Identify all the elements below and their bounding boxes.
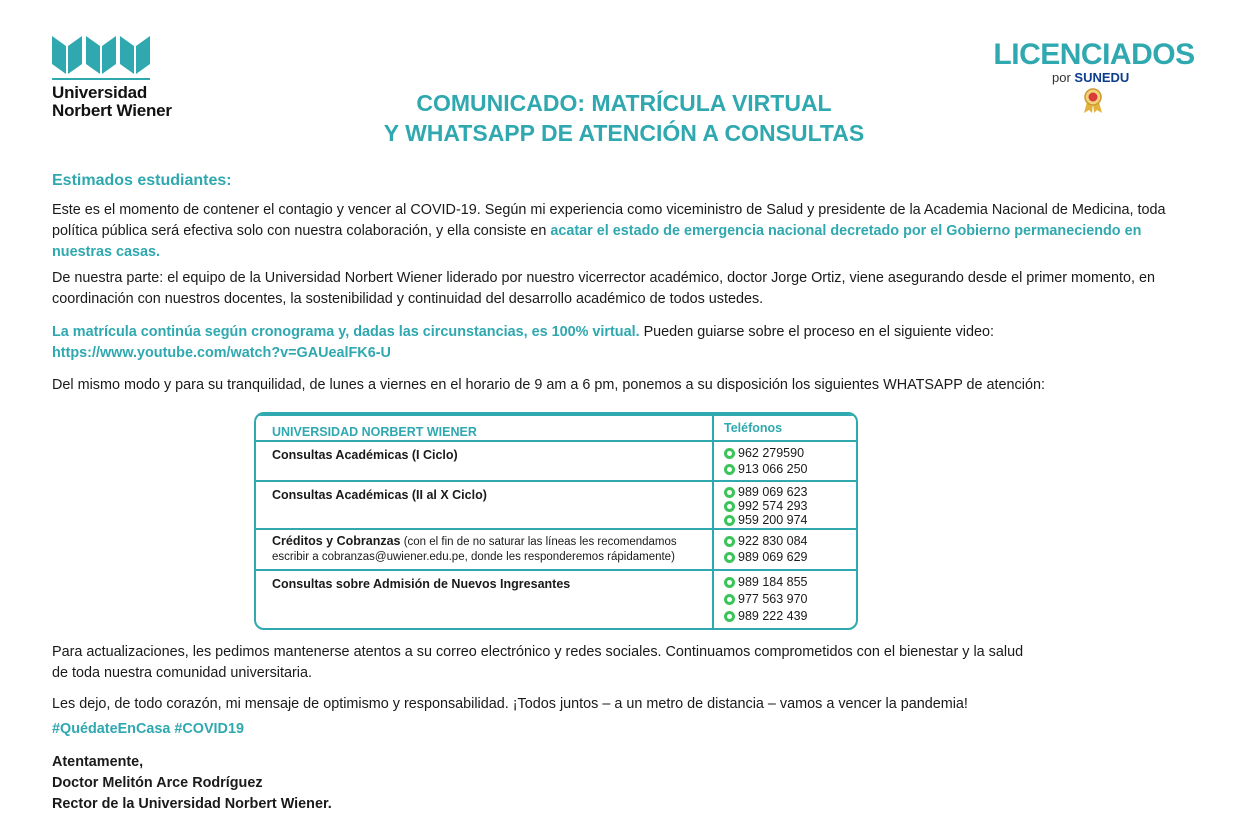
paragraph-team: De nuestra parte: el equipo de la Universidad Norbert Wiener liderado por nuestro vicerrector académico, doctor Jorge Ortiz, viene asegurando desde el primer momento, en coordinación con nuestros docentes, la sostenibilidad y continuidad del desarrollo académico de todos ustedes.	[52, 270, 1156, 307]
hashtags: #QuédateEnCasa #COVID19	[52, 721, 244, 737]
whatsapp-icon	[724, 464, 735, 475]
table-row	[256, 440, 856, 480]
table-header-row	[256, 414, 856, 442]
sunedu-text: SUNEDU	[1074, 70, 1130, 85]
phone-entry[interactable]: 913 066 250	[724, 462, 854, 476]
sunedu-line: por SUNEDU	[1052, 70, 1130, 85]
phone-entry[interactable]: 989 069 623	[724, 485, 854, 499]
whatsapp-icon	[724, 448, 735, 459]
paragraph-updates: Para actualizaciones, les pedimos mantenerse atentos a su correo electrónico y redes sociales. Continuamos comprometidos con el bienestar y la salud de toda nuestra comunidad universitaria.	[52, 644, 1024, 681]
paragraph-covid: Este es el momento de contener el contagio y vencer al COVID-19. Según mi experiencia como viceministro de Salud y presidente de la Academia Nacional de Medicina, toda política pública será efectiva solo con nuestra colaboración, y ella consiste en acatar el estado de emergencia nacional decretado por el Gobierno permaneciendo en nuestras casas.	[52, 202, 1166, 260]
row-label: Consultas sobre Admisión de Nuevos Ingresantes	[272, 577, 571, 591]
page-title: COMUNICADO: MATRÍCULA VIRTUAL Y WHATSAPP DE ATENCIÓN A CONSULTAS	[383, 90, 865, 146]
phone-entry[interactable]: 977 563 970	[724, 592, 854, 606]
phone-entry[interactable]: 922 830 084	[724, 534, 854, 548]
whatsapp-icon	[724, 594, 735, 605]
university-name: Universidad Norbert Wiener	[52, 83, 172, 120]
row-note: (con el fin de no saturar las líneas les recomendamos escribir a cobranzas@uwiener.edu.pe, donde les responderemos rápidamente)	[272, 536, 677, 563]
paragraph-message: Les dejo, de todo corazón, mi mensaje de optimismo y responsabilidad. ¡Todos juntos – a un metro de distancia – vamos a vencer la pandemia!	[52, 696, 968, 712]
paragraph-enrollment: La matrícula continúa según cronograma y, dadas las circunstancias, es 100% virtual. Pueden guiarse sobre el proceso en el siguiente video: https://www.youtube.com/watch?v=GAUealFK6-U	[52, 324, 994, 361]
signature-name: Doctor Melitón Arce Rodríguez	[52, 775, 263, 791]
whatsapp-icon	[724, 577, 735, 588]
row-label: Consultas Académicas (II al X Ciclo)	[272, 488, 487, 502]
signature-role: Rector de la Universidad Norbert Wiener.	[52, 796, 332, 812]
phone-list	[724, 534, 854, 566]
phone-list	[724, 485, 854, 527]
row-label: Consultas Académicas (I Ciclo)	[272, 448, 458, 462]
whatsapp-icon	[724, 487, 735, 498]
licenciados-text: LICENCIADOS	[993, 38, 1195, 71]
emphasis-stay-home: acatar el estado de emergencia nacional decretado por el Gobierno permaneciendo en nuestras casas.	[52, 223, 1142, 260]
col-header-phones: Teléfonos	[724, 421, 783, 435]
whatsapp-icon	[724, 536, 735, 547]
phone-entry[interactable]: 962 279590	[724, 446, 854, 460]
whatsapp-icon	[724, 611, 735, 622]
youtube-link[interactable]: https://www.youtube.com/watch?v=GAUealFK6-U	[52, 345, 391, 361]
phone-list	[724, 446, 854, 478]
row-label: Créditos y Cobranzas (con el fin de no saturar las líneas les recomendamos escribir a cobranzas@uwiener.edu.pe, donde les responderemos rápidamente)	[272, 534, 677, 563]
phone-entry[interactable]: 989 069 629	[724, 550, 854, 564]
phone-entry[interactable]: 989 222 439	[724, 609, 854, 623]
col-header-university: UNIVERSIDAD NORBERT WIENER	[272, 425, 477, 439]
table-row	[256, 480, 856, 530]
signature	[52, 752, 332, 815]
phone-entry[interactable]: 989 184 855	[724, 575, 854, 589]
phone-list	[724, 575, 854, 625]
whatsapp-icon	[724, 552, 735, 563]
phone-entry[interactable]: 959 200 974	[724, 513, 854, 527]
phone-entry[interactable]: 992 574 293	[724, 499, 854, 513]
contact-table	[254, 412, 858, 630]
whatsapp-icon	[724, 501, 735, 512]
emphasis-virtual-enrollment: La matrícula continúa según cronograma y, dadas las circunstancias, es 100% virtual.	[52, 324, 640, 340]
book-logo-icon	[52, 34, 152, 76]
whatsapp-icon	[724, 515, 735, 526]
paragraph-whatsapp: Del mismo modo y para su tranquilidad, de lunes a viernes en el horario de 9 am a 6 pm, ponemos a su disposición los siguientes WHATSAPP de atención:	[52, 377, 1045, 393]
table-row	[256, 528, 856, 570]
greeting: Estimados estudiantes:	[52, 172, 232, 189]
signature-closing: Atentamente,	[52, 754, 144, 770]
table-row	[256, 569, 856, 630]
